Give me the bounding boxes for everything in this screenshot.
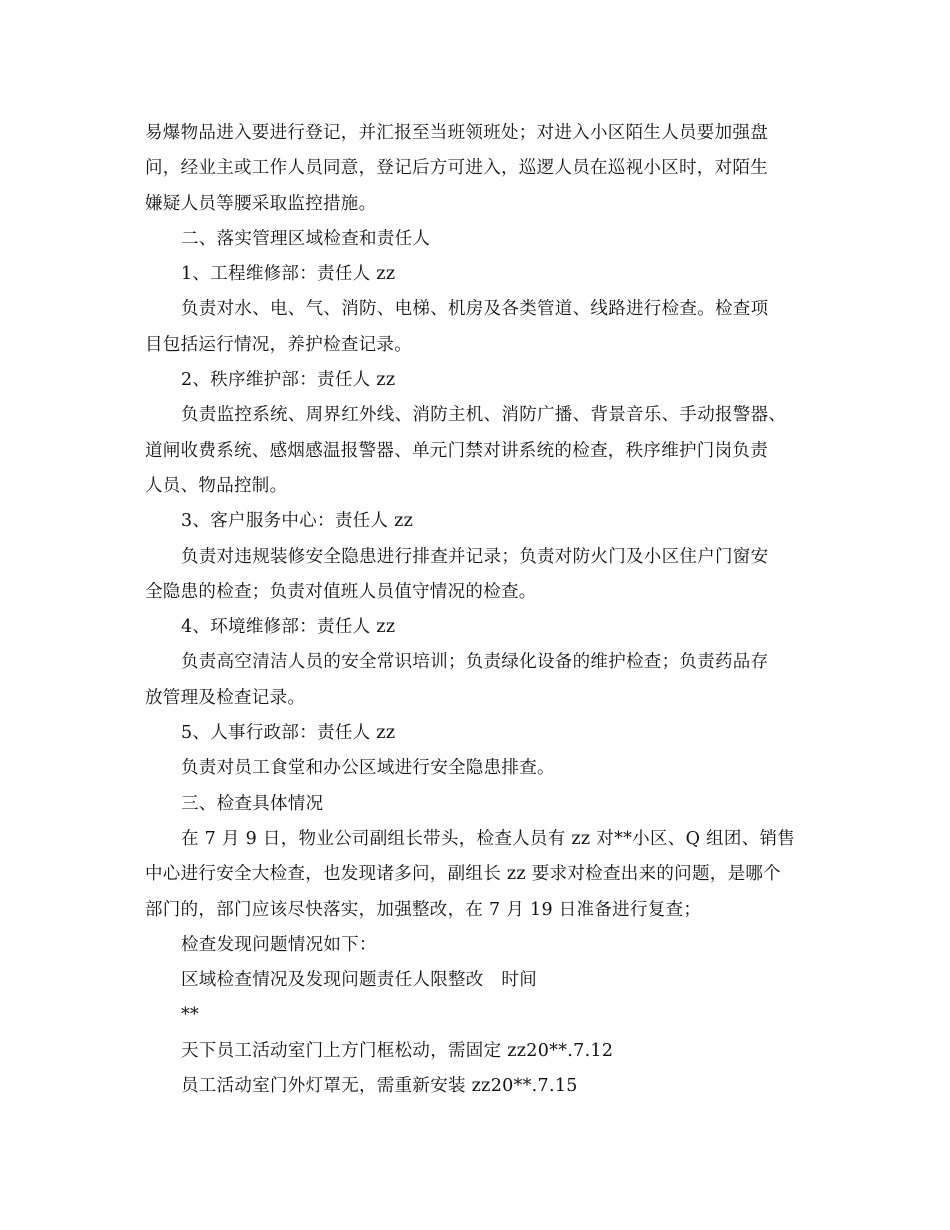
document-body bbox=[145, 116, 810, 1104]
table-row: 天下员工活动室门上方门框松动，需固定 zz20**.7.12 bbox=[181, 1040, 614, 1061]
text-line: 检查发现问题情况如下： bbox=[181, 934, 377, 955]
text-line: ** bbox=[181, 1005, 200, 1026]
text-line: 放管理及检查记录。 bbox=[145, 687, 306, 708]
text-line: 负责监控系统、周界红外线、消防主机、消防广播、背景音乐、手动报警器、 bbox=[181, 405, 787, 426]
text-line: 负责高空清洁人员的安全常识培训；负责绿化设备的维护检查；负责药品存 bbox=[181, 652, 769, 673]
text-line: 道闸收费系统、感烟感温报警器、单元门禁对讲系统的检查，秩序维护门岗负责 bbox=[145, 440, 768, 461]
section-heading: 三、检查具体情况 bbox=[181, 793, 324, 814]
table-header-line: 区域检查情况及发现问题责任人限整改 时间 bbox=[181, 970, 537, 991]
subsection-heading: 2、秩序维护部：责任人 zz bbox=[181, 370, 396, 391]
text-line: 问，经业主或工作人员同意，登记后方可进入，巡逻人员在巡视小区时，对陌生 bbox=[145, 158, 768, 179]
text-line: 易爆物品进入要进行登记，并汇报至当班领班处；对进入小区陌生人员要加强盘 bbox=[145, 123, 768, 143]
subsection-heading: 5、人事行政部：责任人 zz bbox=[181, 723, 396, 744]
text-line: 人员、物品控制。 bbox=[145, 475, 288, 496]
subsection-heading: 3、客户服务中心：责任人 zz bbox=[181, 511, 414, 532]
text-line: 在 7 月 9 日，物业公司副组长带头，检查人员有 zz 对**小区、Q 组团、销售 bbox=[181, 828, 796, 849]
text-line: 部门的，部门应该尽快落实，加强整改，在 7 月 19 日准备进行复查； bbox=[145, 899, 702, 920]
text-line: 中心进行安全大检查，也发现诸多问，副组长 zz 要求对检查出来的问题，是哪个 bbox=[145, 864, 781, 885]
subsection-heading: 1、工程维修部：责任人 zz bbox=[181, 264, 396, 285]
section-heading: 二、落实管理区域检查和责任人 bbox=[181, 228, 431, 249]
text-line: 全隐患的检查；负责对值班人员值守情况的检查。 bbox=[145, 581, 537, 602]
text-line: 目包括运行情况，养护检查记录。 bbox=[145, 334, 412, 355]
text-line: 负责对员工食堂和办公区域进行安全隐患排查。 bbox=[181, 758, 555, 779]
text-line: 负责对违规装修安全隐患进行排查并记录；负责对防火门及小区住户门窗安 bbox=[181, 546, 769, 567]
text-line: 负责对水、电、气、消防、电梯、机房及各类管道、线路进行检查。检查项 bbox=[181, 299, 769, 320]
text-line: 嫌疑人员等腰采取监控措施。 bbox=[145, 193, 377, 214]
table-row: 员工活动室门外灯罩无，需重新安装 zz20**.7.15 bbox=[181, 1076, 578, 1097]
subsection-heading: 4、环境维修部：责任人 zz bbox=[181, 617, 396, 638]
